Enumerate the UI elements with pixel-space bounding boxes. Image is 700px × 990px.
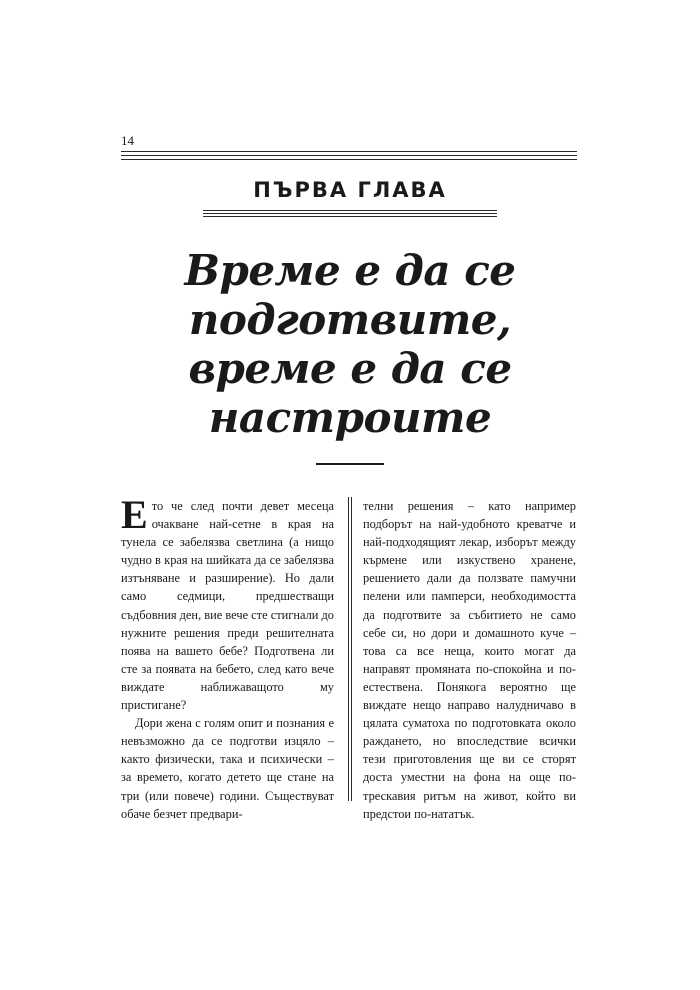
header-divider <box>121 151 577 160</box>
column-divider <box>348 497 354 801</box>
page-number: 14 <box>121 133 134 148</box>
body-column-right <box>363 497 576 823</box>
chapter-title-line: Време е да се <box>184 246 516 295</box>
body-column-left <box>121 492 334 823</box>
chapter-title-line: настроите <box>208 393 492 442</box>
drop-cap: Е <box>121 492 148 537</box>
chapter-label: ПЪРВА ГЛАВА <box>253 178 447 202</box>
chapter-title <box>0 246 700 442</box>
chapter-title-line: време е да се <box>188 344 512 393</box>
chapter-divider <box>203 210 497 217</box>
title-underline <box>316 463 384 465</box>
chapter-title-line: подготвите, <box>188 295 512 344</box>
body-paragraph: телни решения – като например подборът на най-удобното креватче и най-подходящият лекар, изборът между кърмене или изкуствено хранене, решението дали да ползвате памучни пелени или памперси, необходимостта да подготвите за събитието не само себе си, но дори и домашното куче – това са все неща, които могат да направят промяната по-спокойна и по-естествена. Понякога вероятно ще виждате нещо направо налудничаво в цялата суматоха по подготовката около раждането, но впоследствие всички тези приготовления ще ви се сторят доста уместни на фона на още по-трескавия ритъм на живот, който ви предстои по-нататък. <box>363 499 576 821</box>
body-paragraph: Дори жена с голям опит и познания е невъзможно да се подготви изцяло – както физически, така и психически – за времето, когато детето ще стане на три (или повече) години. Съществуват обаче безчет предвари- <box>121 716 334 821</box>
body-paragraph <box>121 492 334 714</box>
body-paragraph-text: то че след почти девет месеца очакване най-сетне в края на тунела се забелязва светлина (а нищо чудно в края на шийката да се забелязва изтъняване и разширение). Но дали само седмици, предшестващи съдбовния ден, вие вече сте стигнали до нужните решения преди решителната поява на вашето бебе? Подготвена ли сте за появата на бебето, след като вече виждате наближаващото му пристигане? <box>121 499 334 713</box>
